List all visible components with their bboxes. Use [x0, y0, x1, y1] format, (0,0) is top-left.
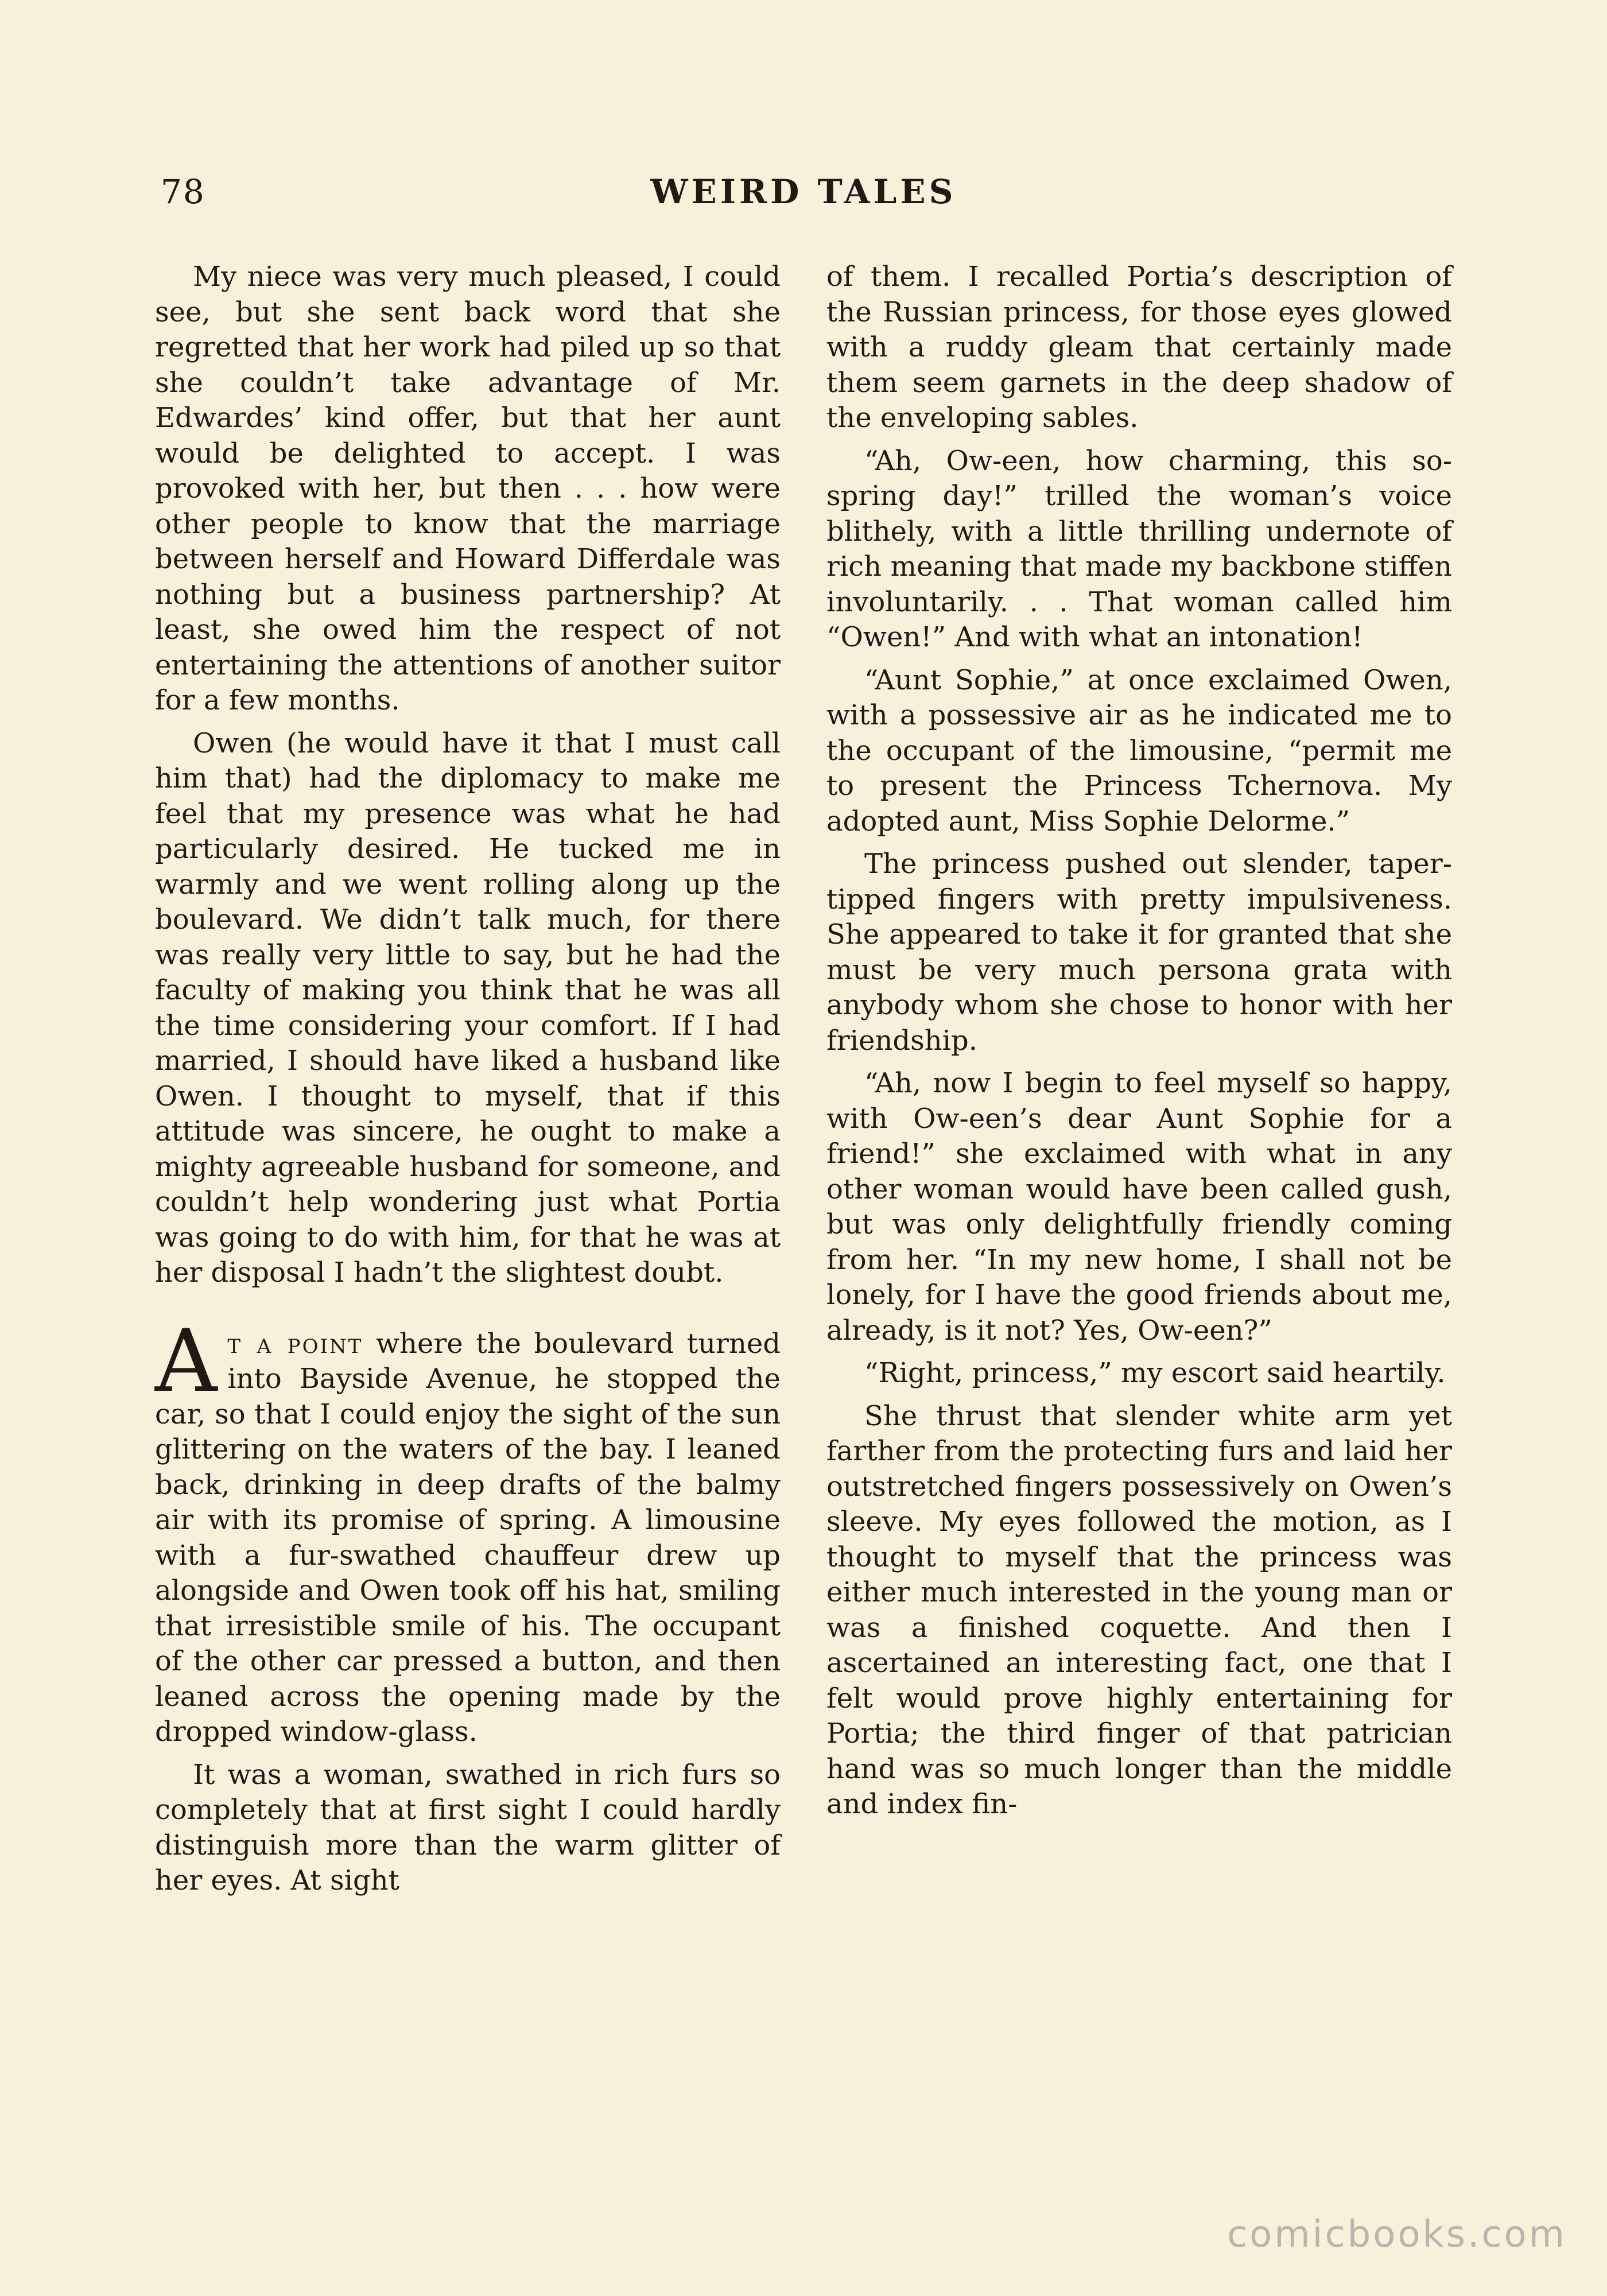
- running-title: WEIRD TALES: [650, 172, 957, 211]
- paragraph: The princess pushed out slender, taper-tipped fingers with pretty impulsiveness. She appeared to take it for granted that she must be very much persona grata with anybody whom she chose to honor with her friendship.: [826, 848, 1452, 1057]
- left-column: [155, 259, 781, 1906]
- page-number: 78: [161, 172, 205, 211]
- paragraph: “Ah, Ow-een, how charming, this so-spring day!” trilled the woman’s voice blithely, with a little thrilling undernote of rich meaning that made my backbone stiffen involuntarily. . . That woman called him “Owen!” And with what an intonation!: [826, 444, 1452, 653]
- page-header: [161, 172, 1446, 224]
- paragraph: My niece was very much pleased, I could see, but she sent back word that she regretted that her work had piled up so that she couldn’t take advantage of Mr. Edwardes’ kind offer, but that her aunt would be delighted to accept. I was provoked with her, but then . . . how were other people to know that the marriage between herself and Howard Differdale was nothing but a business partnership? At least, she owed him the respect of not entertaining the attentions of another suitor for a few months.: [155, 261, 781, 716]
- watermark: comicbooks.com: [1226, 2213, 1567, 2256]
- paragraph: “Right, princess,” my escort said heartily.: [864, 1357, 1446, 1389]
- paragraph: of them. I recalled Portia’s description of the Russian princess, for those eyes glowed with a ruddy gleam that certainly made them seem garnets in the deep shadow of the enveloping sables.: [826, 261, 1452, 434]
- small-caps-lead: t a point: [227, 1327, 363, 1360]
- drop-cap: A: [155, 1311, 218, 1411]
- right-column: [826, 259, 1452, 1830]
- paragraph: Owen (he would have it that I must call him that) had the diplomacy to make me feel that my presence was what he had particularly desired. He tucked me in warmly and we went rolling along up the boulevard. We didn’t talk much, for there was really very little to say, but he had the faculty of making you think that he was all the time considering your comfort. If I had married, I should have liked a husband like Owen. I thought to myself, that if this attitude was sincere, he ought to make a mighty agreeable husband for someone, and couldn’t help wondering just what Portia was going to do with him, for that he was at her disposal I hadn’t the slightest doubt.: [155, 727, 781, 1289]
- paragraph: “Aunt Sophie,” at once exclaimed Owen, with a possessive air as he indicated me to the occupant of the limousine, “permit me to present the Princess Tchernova. My adopted aunt, Miss Sophie Delorme.”: [826, 664, 1452, 837]
- paragraph: She thrust that slender white arm yet farther from the protecting furs and laid her outstretched fingers possessively on Owen’s sleeve. My eyes followed the motion, as I thought to myself that the princess was either much interested in the young man or was a finished coquette. And then I ascertained an interesting fact, one that I felt would prove highly entertaining for Portia; the third finger of that patrician hand was so much longer than the middle and index fin-: [826, 1399, 1452, 1820]
- paragraph-text: where the boulevard turned into Bayside Avenue, he stopped the car, so that I could enjoy the sight of the sun glittering on the waters of the bay. I leaned back, drinking in deep drafts of the balmy air with its promise of spring. A limousine with a fur-swathed chauffeur drew up alongside and Owen took off his hat, smiling that irresistible smile of his. The occupant of the other car pressed a button, and then leaned across the opening made by the dropped window-glass.: [155, 1327, 781, 1748]
- paragraph: “Ah, now I begin to feel myself so happy, with Ow-een’s dear Aunt Sophie for a friend!” she exclaimed with what in any other woman would have been called gush, but was only delightfully friendly coming from her. “In my new home, I shall not be lonely, for I have the good friends about me, already, is it not? Yes, Ow-een?”: [826, 1067, 1452, 1347]
- section-start-paragraph: [155, 1311, 781, 1750]
- paragraph: It was a woman, swathed in rich furs so completely that at first sight I could hardly distinguish more than the warm glitter of her eyes. At sight: [155, 1758, 781, 1896]
